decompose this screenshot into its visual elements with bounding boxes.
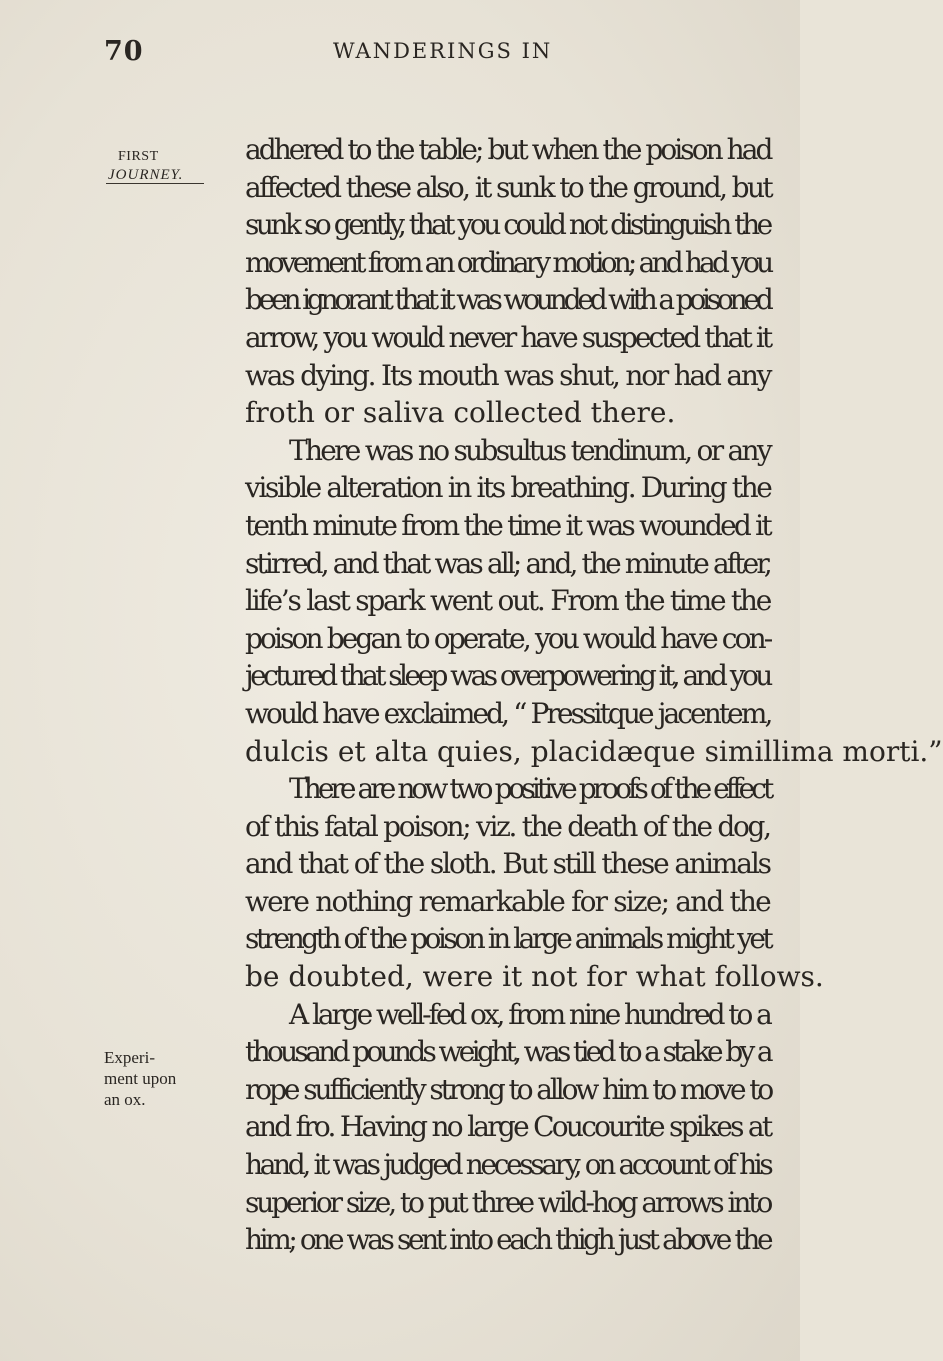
text-line: jectured that sleep was overpowering it, and you <box>245 659 770 693</box>
text-line: adhered to the table; but when the poison had <box>245 133 771 166</box>
text-line: froth or saliva collected there. <box>245 396 676 430</box>
text-line: were nothing remarkable for size; and the <box>245 884 770 918</box>
margin-note-experiment-line3: an ox. <box>104 1090 146 1109</box>
text-line: and fro. Having no large Coucourite spikes at <box>245 1110 771 1144</box>
page-number: 70 <box>104 36 144 67</box>
text-line: and that of the sloth. But still these animals <box>245 847 770 881</box>
running-title: WANDERINGS IN <box>333 39 553 63</box>
text-line: tenth minute from the time it was wounded it <box>245 508 770 542</box>
margin-note-experiment <box>104 1047 224 1110</box>
margin-note-experiment-line1: Experi- <box>104 1048 155 1067</box>
text-line: poison began to operate, you would have con- <box>245 621 771 655</box>
text-line: would have exclaimed, “ Pressitque jacentem, <box>245 696 771 730</box>
text-line: There are now two positive proofs of the effect <box>289 772 771 806</box>
text-line: arrow, you would never have suspected that it <box>245 320 771 354</box>
text-line: of this fatal poison; viz. the death of the dog, <box>245 809 770 843</box>
text-line: thousand pounds weight, was tied to a stake by a <box>245 1035 770 1069</box>
text-line: dulcis et alta quies, placidæque simillima morti.” <box>245 734 943 768</box>
text-line: visible alteration in its breathing. During the <box>245 471 771 505</box>
text-line: movement from an ordinary motion; and had you <box>245 245 771 279</box>
text-line: been ignorant that it was wounded with a poisoned <box>245 283 770 317</box>
margin-note-experiment-line2: ment upon <box>104 1069 177 1088</box>
margin-note-first-journey <box>108 147 238 185</box>
text-line: life’s last spark went out. From the time the <box>245 584 771 618</box>
text-line: affected these also, it sunk to the ground, but <box>245 170 772 204</box>
text-line: rope sufficiently strong to allow him to move to <box>245 1072 772 1106</box>
text-line: A large well-fed ox, from nine hundred to a <box>289 997 770 1031</box>
text-line: was dying. Its mouth was shut, nor had any <box>245 358 771 392</box>
text-line: be doubted, were it not for what follows. <box>245 960 824 994</box>
body-text <box>245 131 943 1259</box>
text-line: stirred, and that was all; and, the minute after, <box>245 546 770 580</box>
text-line: sunk so gently, that you could not distinguish the <box>245 208 770 242</box>
margin-rule <box>106 183 204 184</box>
margin-note-first: FIRST <box>118 149 159 164</box>
text-line: There was no subsultus tendinum, or any <box>289 433 770 467</box>
text-line: hand, it was judged necessary, on account of his <box>245 1148 771 1182</box>
text-line: superior size, to put three wild-hog arrows into <box>245 1185 771 1219</box>
text-line: him; one was sent into each thigh just above the <box>245 1223 771 1257</box>
margin-note-journey: JOURNEY. <box>108 167 184 183</box>
text-line: strength of the poison in large animals might yet <box>245 922 771 956</box>
